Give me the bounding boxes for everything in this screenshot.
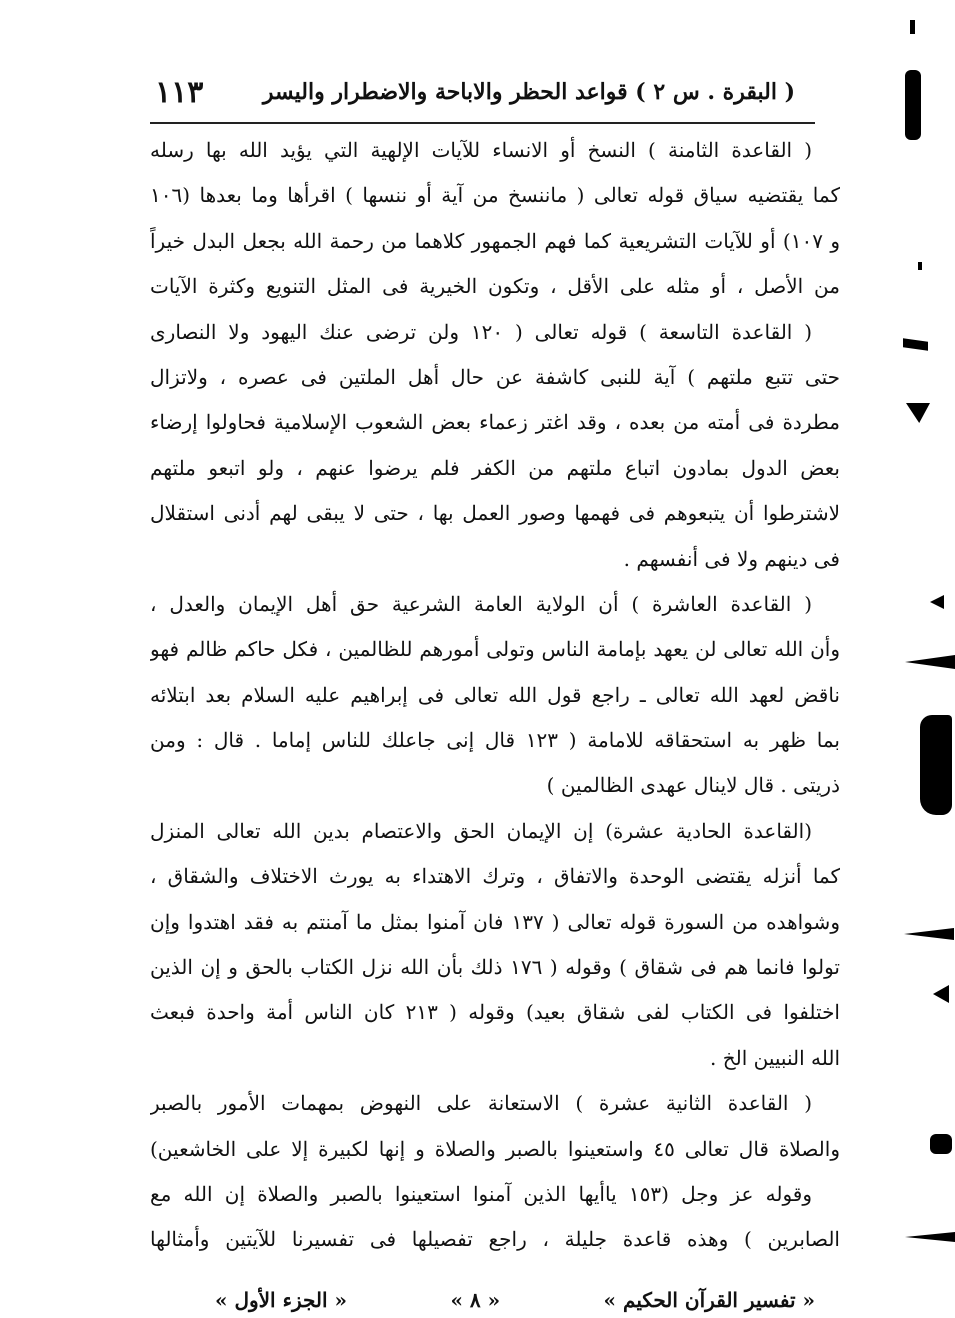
text-line: وشواهده من السورة قوله تعالى ( ١٣٧ فان آمنوا بمثل ما آمنتم به فقد اهتدوا وإن — [150, 909, 840, 934]
scan-mark — [930, 1134, 952, 1154]
header-rule — [150, 122, 815, 124]
scan-mark — [920, 715, 952, 815]
text-line: ذريتى . قال لاينال عهدى الظالمين ) — [546, 773, 840, 798]
scan-mark — [905, 70, 921, 140]
text-line: وقوله عز وجل (١٥٣ ياأيها الذين آمنوا استعينوا بالصبر والصلاة إن الله مع — [150, 1181, 812, 1206]
footer-volume: « الجزء الأول » — [215, 1288, 348, 1312]
text-line: تولوا فانما هم فى شقاق ) وقوله ( ١٧٦ ذلك بأن الله نزل الكتاب بالحق و إن الذين — [150, 955, 840, 980]
text-line: كما أنزله يقتضى الوحدة والاتفاق ، وترك الاهتداء به يورث الاختلاف والشقاق ، — [150, 864, 840, 889]
text-line: فى دينهم ولا فى أنفسهم . — [623, 546, 840, 571]
text-line: كما يقتضيه سياق قوله تعالى ( ماننسخ من آية أو ننسها ) اقرأها وما بعدها (١٠٦ — [150, 183, 840, 208]
scan-mark — [918, 262, 922, 270]
scan-mark — [905, 1232, 955, 1242]
text-line: ( القاعدة التاسعة ) قوله تعالى ( ١٢٠ ولن ترضى عنك اليهود ولا النصارى — [150, 319, 813, 344]
body-text — [150, 128, 840, 1263]
text-line: والصلاة قال تعالى ٤٥ واستعينوا بالصبر والصلاة و إنها لكبيرة إلا على الخاشعين) — [150, 1136, 840, 1161]
text-line: بما ظهر به استحقاقه للامامة ( ١٢٣ قال إنى جاعلك للناس إماما . قال : ومن — [150, 728, 840, 753]
running-title: ( البقرة . س ٢ ) قواعد الحظر والاباحة والاضطرار واليسر — [262, 79, 795, 105]
page-footer — [215, 1282, 815, 1318]
scan-mark — [903, 338, 928, 351]
footer-book-title: « تفسير القرآن الحكيم » — [603, 1288, 815, 1312]
footer-sheet-number: « ٨ » — [450, 1288, 501, 1312]
scan-mark — [930, 595, 944, 609]
text-line: الصابرين ) وهذه قاعدة جليلة ، راجع تفصيلها فى تفسيرنا للآيتين وأمثالها — [150, 1227, 840, 1252]
scan-mark — [906, 403, 930, 423]
text-line: ( القاعدة الثانية عشرة ) الاستعانة على النهوض بمهمات الأمور بالصبر — [150, 1091, 812, 1116]
text-line: مطردة فى أمته من بعده ، وقد اغتر زعماء بعض الشعوب الإسلامية فحاولوا إرضاء — [150, 410, 840, 435]
text-line: ناقض لعهد الله تعالى ـ راجع قول الله تعالى فى إبراهيم عليه السلام بعد ابتلائه — [150, 682, 840, 707]
page-number: ١١٣ — [155, 74, 204, 110]
scan-mark — [910, 20, 915, 34]
text-line: وأن الله تعالى لن يعهد بإمامة الناس وتولى أمورهم للظالمين ، فكل حاكم ظالم فهو — [150, 637, 840, 662]
text-line: حتى تتبع ملتهم ) آية للنبى كاشفة عن حال أهل الملتين فى عصره ، ولاتزال — [150, 364, 840, 389]
text-line: (القاعدة الحادية عشرة) إن الإيمان الحق والاعتصام بدين الله تعالى المنزل — [150, 818, 813, 843]
scan-mark — [905, 655, 955, 669]
scan-mark — [904, 928, 954, 940]
text-line: لاشترطوا أن يتبعوهم فى فهمها وصور العمل بها ، حتى لا يبقى لهم أدنى استقلال — [150, 501, 840, 526]
page-header — [155, 70, 795, 114]
text-line: ( القاعدة العاشرة ) أن الولاية العامة الشرعية حق أهل الإيمان والعدل ، — [150, 591, 812, 616]
text-line: اختلفوا فى الكتاب لفى شقاق بعيد) وقوله ( ٢١٣ كان الناس أمة واحدة فبعث — [150, 1000, 840, 1025]
text-line: بعض الدول بمادون اتباع ملتهم من الكفر فلم يرضوا عنهم ، ولو اتبعو ملتهم — [150, 455, 840, 480]
scan-mark — [933, 985, 949, 1003]
text-line: من الأصل ، أو مثله على الأقل ، وتكون الخيرية فى المثل التنويع وكثرة الآيات — [150, 274, 840, 299]
text-line: الله النبيين الخ . — [710, 1045, 840, 1070]
text-line: ( القاعدة الثامنة ) النسخ أو الانساء للآيات الإلهية التي يؤيد الله بها رسله — [150, 138, 812, 162]
text-line: و ١٠٧) أو للآيات التشريعية كما فهم الجمهور كلاهما من رحمة الله بجعل البدل خيراً — [150, 228, 840, 253]
